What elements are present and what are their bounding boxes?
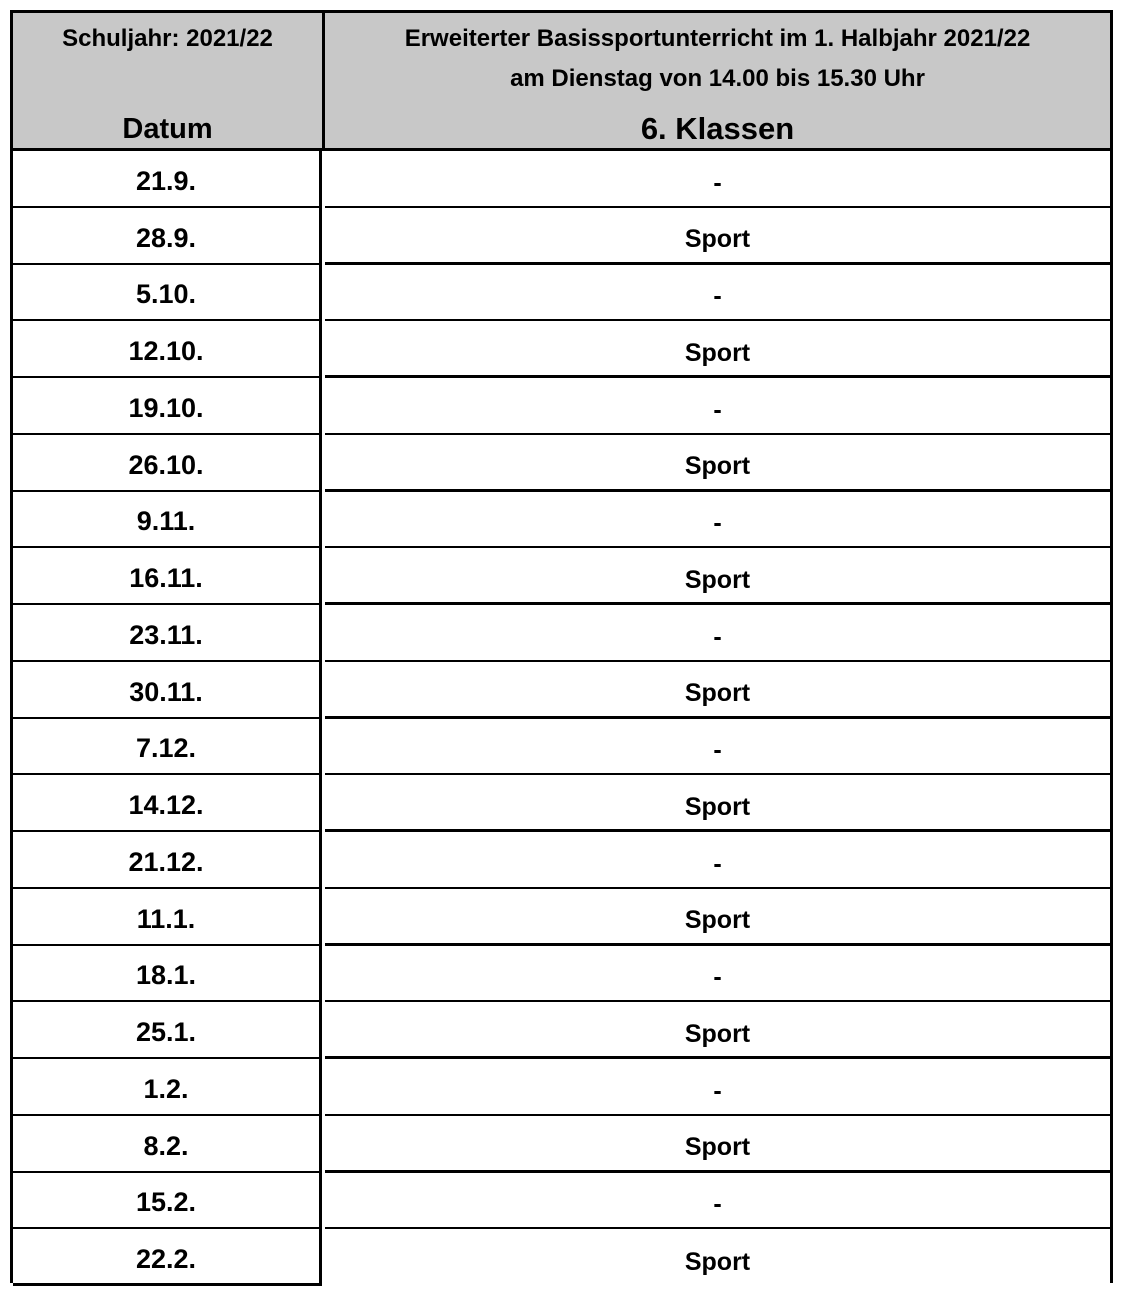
table-row xyxy=(13,832,1110,889)
row-date: 15.2. xyxy=(13,1173,322,1230)
header-title-cell xyxy=(325,13,1110,148)
row-activity: Sport xyxy=(325,889,1110,946)
row-date: 16.11. xyxy=(13,548,322,605)
row-date: 18.1. xyxy=(13,946,322,1003)
row-date: 30.11. xyxy=(13,662,322,719)
school-year-label: Schuljahr: 2021/22 xyxy=(62,25,273,52)
row-activity: - xyxy=(325,946,1110,1003)
table-row xyxy=(13,548,1110,605)
row-activity: - xyxy=(325,1059,1110,1116)
table-row xyxy=(13,1229,1110,1286)
row-activity: Sport xyxy=(325,321,1110,378)
table-row xyxy=(13,321,1110,378)
row-date: 25.1. xyxy=(13,1002,322,1059)
course-time: am Dienstag von 14.00 bis 15.30 Uhr xyxy=(510,65,925,92)
row-activity: Sport xyxy=(684,1248,751,1277)
table-row xyxy=(13,492,1110,549)
row-date: 19.10. xyxy=(13,378,322,435)
row-activity: - xyxy=(325,492,1110,549)
row-date: 11.1. xyxy=(13,889,322,946)
row-date: 21.12. xyxy=(13,832,322,889)
row-activity: - xyxy=(325,605,1110,662)
table-body xyxy=(13,151,1110,1286)
row-activity: Sport xyxy=(325,548,1110,605)
row-activity: Sport xyxy=(325,208,1110,265)
row-date: 28.9. xyxy=(13,208,322,265)
row-activity: - xyxy=(325,719,1110,776)
table-row xyxy=(13,1173,1110,1230)
row-activity: - xyxy=(325,1173,1110,1230)
row-activity: Sport xyxy=(325,775,1110,832)
table-row xyxy=(13,889,1110,946)
table-row xyxy=(13,435,1110,492)
table-row xyxy=(13,1002,1110,1059)
row-date: 26.10. xyxy=(13,435,322,492)
table-row xyxy=(13,946,1110,1003)
table-header xyxy=(13,13,1110,151)
row-activity: - xyxy=(325,832,1110,889)
row-activity: - xyxy=(325,378,1110,435)
schedule-table xyxy=(10,10,1113,1283)
row-activity: Sport xyxy=(325,435,1110,492)
table-row xyxy=(13,605,1110,662)
table-row xyxy=(13,151,1110,208)
table-row xyxy=(13,719,1110,776)
row-date: 9.11. xyxy=(13,492,322,549)
row-activity: Sport xyxy=(325,1116,1110,1173)
course-title: Erweiterter Basissportunterricht im 1. Halbjahr 2021/22 xyxy=(404,25,1031,52)
table-row xyxy=(13,1059,1110,1116)
class-label: 6. Klassen xyxy=(640,111,795,146)
table-row xyxy=(13,775,1110,832)
row-date: 14.12. xyxy=(13,775,322,832)
row-date: 5.10. xyxy=(13,265,322,322)
row-date: 8.2. xyxy=(13,1116,322,1173)
table-row xyxy=(13,378,1110,435)
row-date: 22.2. xyxy=(13,1229,322,1286)
row-activity: - xyxy=(325,151,1110,208)
row-activity: Sport xyxy=(325,1002,1110,1059)
row-date: 12.10. xyxy=(13,321,322,378)
date-column-label: Datum xyxy=(122,113,213,145)
row-date: 1.2. xyxy=(13,1059,322,1116)
row-activity: Sport xyxy=(325,662,1110,719)
header-date-cell xyxy=(13,13,325,148)
table-row xyxy=(13,208,1110,265)
table-row xyxy=(13,662,1110,719)
table-row xyxy=(13,265,1110,322)
row-date: 21.9. xyxy=(13,151,322,208)
row-date: 7.12. xyxy=(13,719,322,776)
row-activity: - xyxy=(325,265,1110,322)
row-date: 23.11. xyxy=(13,605,322,662)
table-row xyxy=(13,1116,1110,1173)
